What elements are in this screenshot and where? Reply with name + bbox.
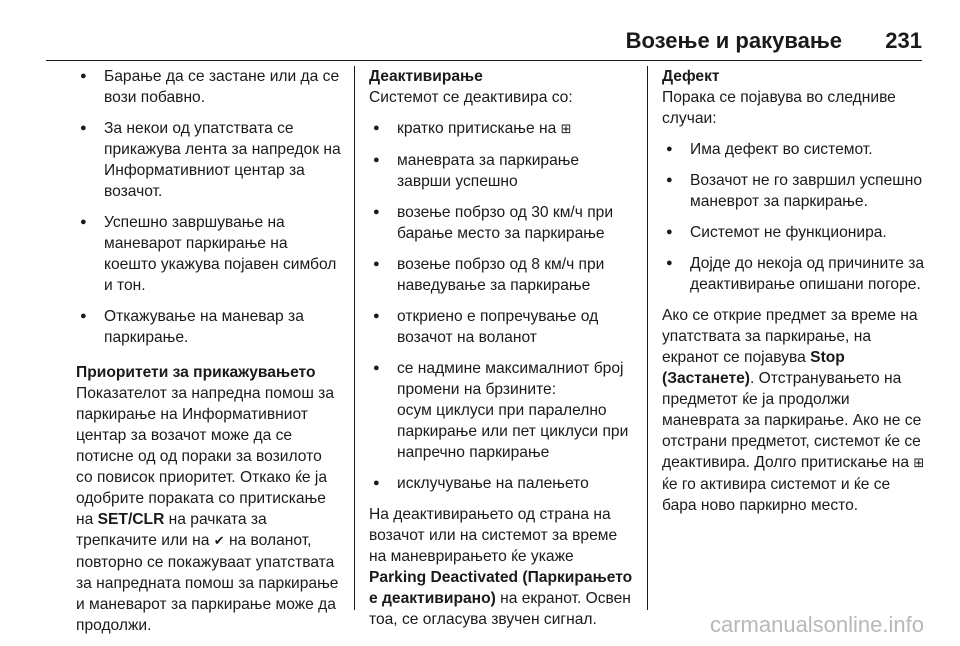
list-item: ● исклучување на палењето — [369, 473, 634, 494]
section-heading: Деактивирање — [369, 68, 483, 85]
list-item: ● Има дефект во системот. — [662, 139, 928, 160]
page-number: 231 — [885, 28, 922, 53]
section-intro — [662, 66, 928, 129]
list-item — [369, 118, 634, 140]
paragraph — [76, 362, 342, 636]
bullet-list — [369, 118, 634, 494]
paragraph-text: На деактивирањето од страна на возачот или на системот за време на маневрирањето ќе укаже — [369, 506, 618, 565]
list-item: ● возење побрзо од 30 км/ч при барање место за паркирање — [369, 202, 634, 244]
column-left — [76, 66, 342, 646]
display-message-text: Stop (Застанете) — [662, 349, 845, 387]
paragraph-text: на воланот, повторно се покажуваат упатствата за напредната помош за паркирање и маневарот за паркирање може да продолжи. — [76, 532, 339, 634]
paragraph-text: на рачката за трепкачите или на — [76, 511, 267, 549]
button-label-text: SET/CLR — [97, 511, 165, 528]
watermark: carmanualsonline.info — [709, 612, 924, 637]
column-divider — [354, 66, 355, 610]
section-heading: Приоритети за прикажувањето — [76, 364, 316, 381]
intro-text: Порака се појавува во следниве случаи: — [662, 89, 896, 127]
list-item: ● За некои од упатствата се прикажува лента за напредок на Информативниот центар за возачот. — [76, 118, 342, 202]
list-item: ● Барање да се застане или да се вози побавно. — [76, 66, 342, 108]
list-item-text: кратко притискање на — [397, 120, 561, 137]
list-item: ● Откажување на маневар за паркирање. — [76, 306, 342, 348]
bullet-list — [76, 66, 342, 348]
paragraph-text: ќе го активира системот и ќе се бара ново паркирно место. — [662, 476, 891, 514]
parking-assist-icon: ⊞ — [913, 456, 925, 471]
paragraph-text: на екранот. Освен тоа, се огласува звучен сигнал. — [369, 590, 631, 628]
intro-text: Системот се деактивира со: — [369, 89, 573, 106]
parking-assist-icon: ⊞ — [560, 122, 572, 137]
column-middle — [369, 66, 634, 640]
paragraph-text: Показателот за напредна помош за паркирање на Информативниот центар за возачот може да се потисне од од пораки за возилото со повисок приоритет. Откако ќе ја одобрите пораката со притискање на — [76, 385, 334, 528]
paragraph-text: Ако се открие предмет за време на упатствата за паркирање, на екранот се појавува — [662, 307, 918, 366]
bullet-list — [662, 139, 928, 295]
list-item: ● се надмине максималниот број промени на брзините: осум циклуси при паралелно паркирање или пет циклуси при напречно паркирање — [369, 358, 634, 463]
paragraph — [369, 504, 634, 630]
list-item: ● Дојде до некоја од причините за деактивирање опишани погоре. — [662, 253, 928, 295]
page-header — [46, 26, 922, 61]
list-item: ● Системот не функционира. — [662, 222, 928, 243]
section-intro — [369, 66, 634, 108]
list-item: ● Успешно завршување на маневарот паркирање на коешто укажува појавен симбол и тон. — [76, 212, 342, 296]
paragraph-text: . Отстранувањето на предметот ќе ја продолжи маневрата за паркирање. Ако не се отстрани предметот, системот ќе се деактивира. Долго притискање на — [662, 370, 922, 471]
section-heading: Дефект — [662, 68, 720, 85]
display-message-text: Parking Deactivated (Паркирањето е деактивирано) — [369, 569, 633, 607]
page-title: Возење и ракување — [625, 28, 842, 53]
list-item: ● возење побрзо од 8 км/ч при наведување за паркирање — [369, 254, 634, 296]
column-divider — [647, 66, 648, 610]
list-item: ● откриено е попречување од возачот на воланот — [369, 306, 634, 348]
paragraph — [662, 305, 928, 516]
list-item: ● Возачот не го завршил успешно маневрот за паркирање. — [662, 170, 928, 212]
checkmark-icon: ✔ — [213, 534, 225, 549]
list-item: ● маневрата за паркирање заврши успешно — [369, 150, 634, 192]
column-right — [662, 66, 928, 526]
